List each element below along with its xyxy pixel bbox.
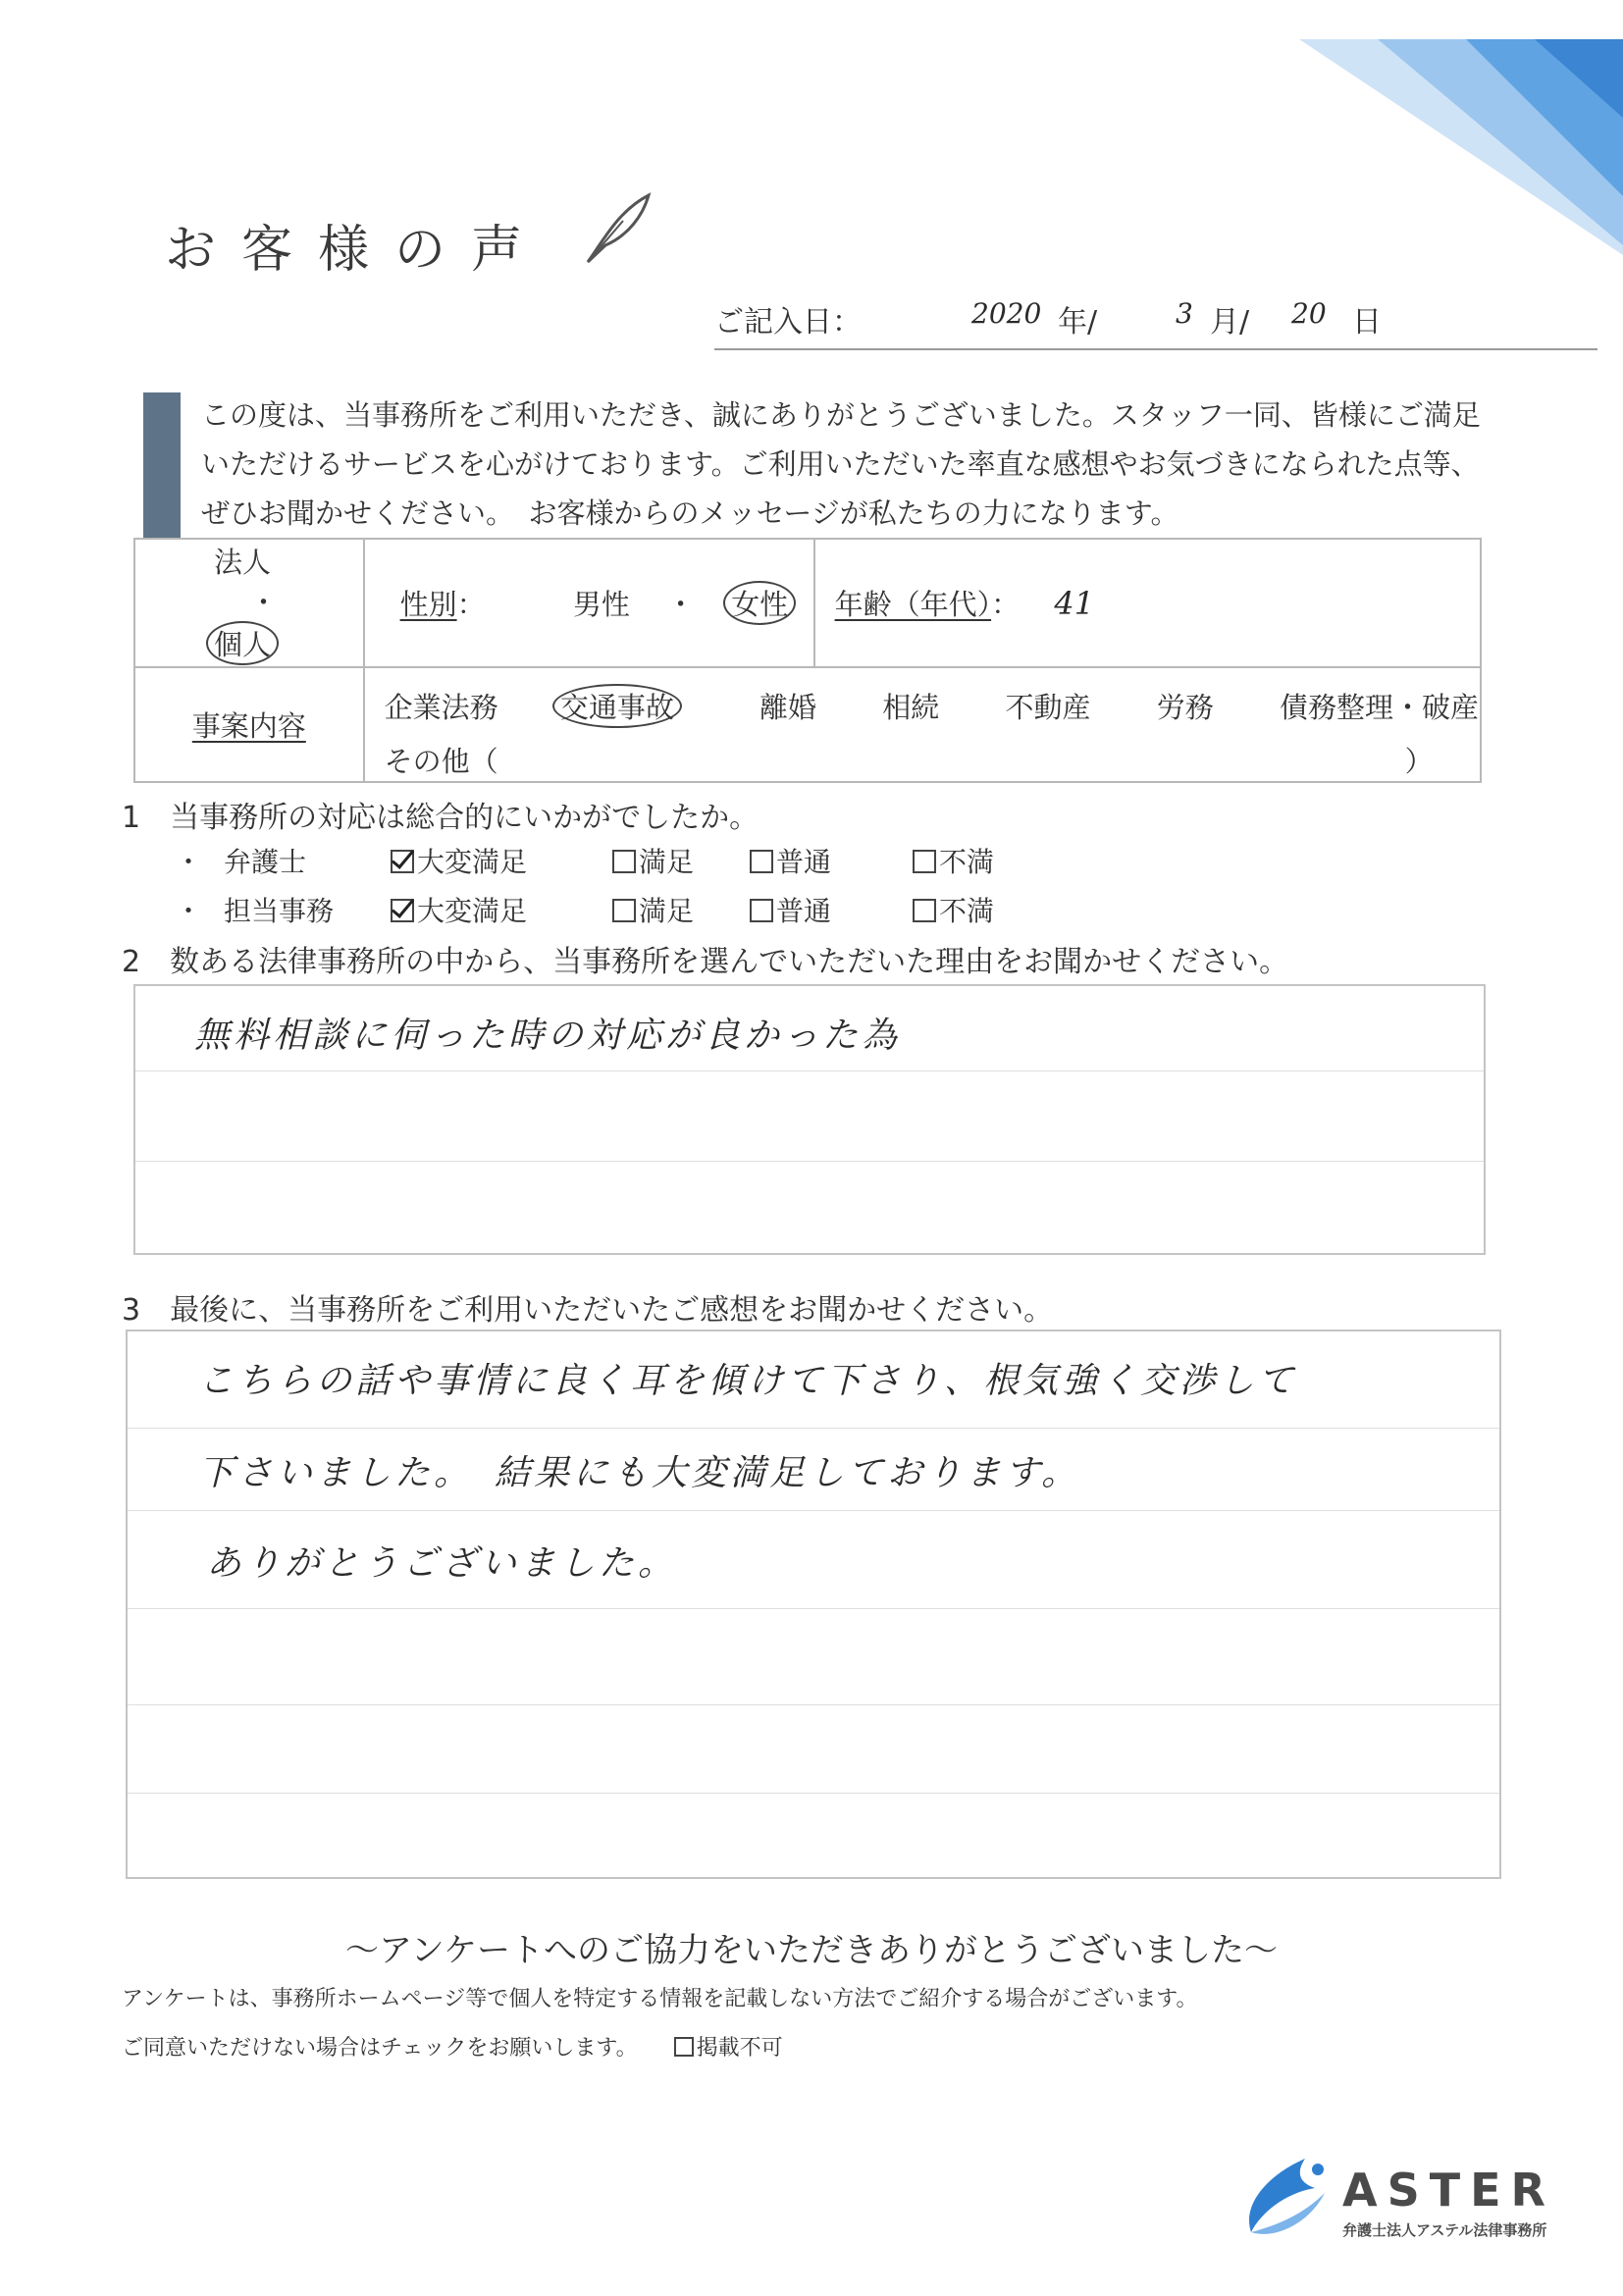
intro-text bbox=[201, 391, 1516, 538]
logo-name: ASTER bbox=[1342, 2164, 1555, 2217]
client-type-individual[interactable]: 個人 bbox=[206, 621, 279, 665]
date-day-unit: 日 bbox=[1352, 305, 1382, 339]
case-option[interactable]: 不動産 bbox=[1005, 691, 1091, 724]
client-type-corporate[interactable]: 法人 bbox=[214, 546, 272, 579]
checkbox-icon[interactable] bbox=[750, 899, 773, 922]
thanks-message: ～アンケートへのご協力をいただきありがとうございました～ bbox=[345, 1931, 1278, 1970]
question-1: 1 当事務所の対応は総合的にいかがでしたか。 bbox=[122, 801, 759, 835]
date-year-unit: 年/ bbox=[1058, 305, 1098, 339]
age-colon: ： bbox=[991, 588, 1021, 621]
date-month-unit: 月/ bbox=[1210, 305, 1250, 339]
q1-staff-option-very-satisfied[interactable]: 大変満足 bbox=[391, 890, 527, 929]
corner-decoration bbox=[1299, 0, 1623, 255]
q1-lawyer-option-very-satisfied[interactable]: 大変満足 bbox=[391, 841, 527, 880]
q1-lawyer-option-satisfied[interactable]: 満足 bbox=[612, 841, 694, 880]
case-other-close: ） bbox=[1404, 745, 1434, 778]
checkbox-icon[interactable] bbox=[750, 850, 773, 873]
age-value[interactable]: 41 bbox=[1054, 585, 1095, 622]
checkbox-icon[interactable] bbox=[612, 899, 636, 922]
client-type-cell bbox=[134, 539, 364, 667]
question-3: 3 最後に、当事務所をご利用いただいたご感想をお聞かせください。 bbox=[122, 1293, 1054, 1328]
q1-lawyer-option-dissatisfied[interactable]: 不満 bbox=[913, 841, 994, 880]
separator-dot: ・ bbox=[666, 588, 696, 621]
checkbox-icon[interactable] bbox=[913, 850, 936, 873]
date-month: 3 bbox=[1176, 297, 1193, 330]
q3-answer-line: こちらの話や事情に良く耳を傾けて下さり、根気強く交渉して bbox=[198, 1361, 1298, 1401]
checkbox-icon[interactable] bbox=[612, 850, 636, 873]
case-options-cell bbox=[364, 667, 1481, 782]
case-option[interactable]: 企業法務 bbox=[384, 691, 498, 724]
no-publish-option[interactable]: 掲載不可 bbox=[674, 2036, 783, 2061]
page-title: お客様の声 bbox=[165, 221, 549, 280]
case-label-cell bbox=[134, 667, 364, 782]
separator-dot: ・ bbox=[249, 586, 279, 619]
publication-note: アンケートは、事務所ホームページ等で個人を特定する情報を記載しない方法でご紹介する場合がございます。 bbox=[122, 1987, 1198, 2011]
checkbox-icon[interactable] bbox=[674, 2037, 694, 2057]
date-year: 2020 bbox=[971, 297, 1042, 330]
case-option[interactable]: 債務整理・破産 bbox=[1279, 691, 1479, 724]
q1-staff-option-dissatisfied[interactable]: 不満 bbox=[913, 890, 994, 929]
checkbox-checked-icon[interactable] bbox=[391, 899, 414, 922]
checkbox-checked-icon[interactable] bbox=[391, 850, 414, 873]
age-label: 年齢（年代） bbox=[834, 588, 992, 621]
info-table bbox=[133, 538, 1482, 783]
consent-note-text: ご同意いただけない場合はチェックをお願いします。 bbox=[122, 2036, 638, 2061]
intro-line: この度は、当事務所をご利用いただき、誠にありがとうございました。スタッフ一同、皆様にご満足 bbox=[201, 398, 1481, 432]
q3-answer-box[interactable] bbox=[126, 1330, 1501, 1879]
feather-icon bbox=[584, 191, 653, 265]
case-option[interactable]: 労務 bbox=[1156, 691, 1214, 724]
q1-staff-option-normal[interactable]: 普通 bbox=[750, 890, 831, 929]
gender-male[interactable]: 男性 bbox=[572, 588, 630, 621]
logo-subtitle: 弁護士法人アステル法律事務所 bbox=[1342, 2221, 1547, 2239]
gender-label: 性別 bbox=[399, 588, 457, 621]
case-other-label[interactable]: その他（ bbox=[384, 745, 498, 778]
date-label: ご記入日： bbox=[714, 305, 862, 339]
q3-answer-line: 下さいました。 結果にも大変満足しております。 bbox=[198, 1453, 1081, 1493]
consent-note bbox=[122, 2031, 783, 2061]
gender-female[interactable]: 女性 bbox=[723, 581, 796, 625]
intro-line: ぜひお聞かせください。 お客様からのメッセージが私たちの力になります。 bbox=[201, 496, 1179, 530]
aster-logo-icon bbox=[1231, 2154, 1339, 2242]
date-day: 20 bbox=[1291, 297, 1327, 330]
checkbox-icon[interactable] bbox=[913, 899, 936, 922]
q1-row-label: 担当事務 bbox=[224, 895, 335, 927]
age-cell bbox=[814, 539, 1481, 667]
case-option[interactable]: 離婚 bbox=[759, 691, 817, 724]
q1-staff-option-satisfied[interactable]: 満足 bbox=[612, 890, 694, 929]
question-2: 2 数ある法律事務所の中から、当事務所を選んでいただいた理由をお聞かせください。 bbox=[122, 945, 1289, 979]
intro-line: いただけるサービスを心がけております。ご利用いただいた率直な感想やお気づきになられた点等、 bbox=[201, 447, 1480, 481]
bullet: ・ bbox=[175, 846, 203, 878]
gender-cell bbox=[364, 539, 814, 667]
q2-answer-box[interactable] bbox=[133, 984, 1486, 1255]
date-row bbox=[714, 289, 1597, 350]
q1-row-label: 弁護士 bbox=[224, 846, 307, 878]
case-option-selected[interactable]: 交通事故 bbox=[552, 684, 682, 728]
case-label: 事案内容 bbox=[191, 709, 306, 743]
intro-accent-bar bbox=[143, 392, 181, 538]
bullet: ・ bbox=[175, 895, 203, 927]
case-option[interactable]: 相続 bbox=[882, 691, 940, 724]
q3-answer-line: ありがとうございました。 bbox=[206, 1543, 678, 1584]
gender-colon: ： bbox=[456, 588, 486, 621]
q1-lawyer-option-normal[interactable]: 普通 bbox=[750, 841, 831, 880]
q2-answer-line: 無料相談に伺った時の対応が良かった為 bbox=[194, 1016, 902, 1056]
